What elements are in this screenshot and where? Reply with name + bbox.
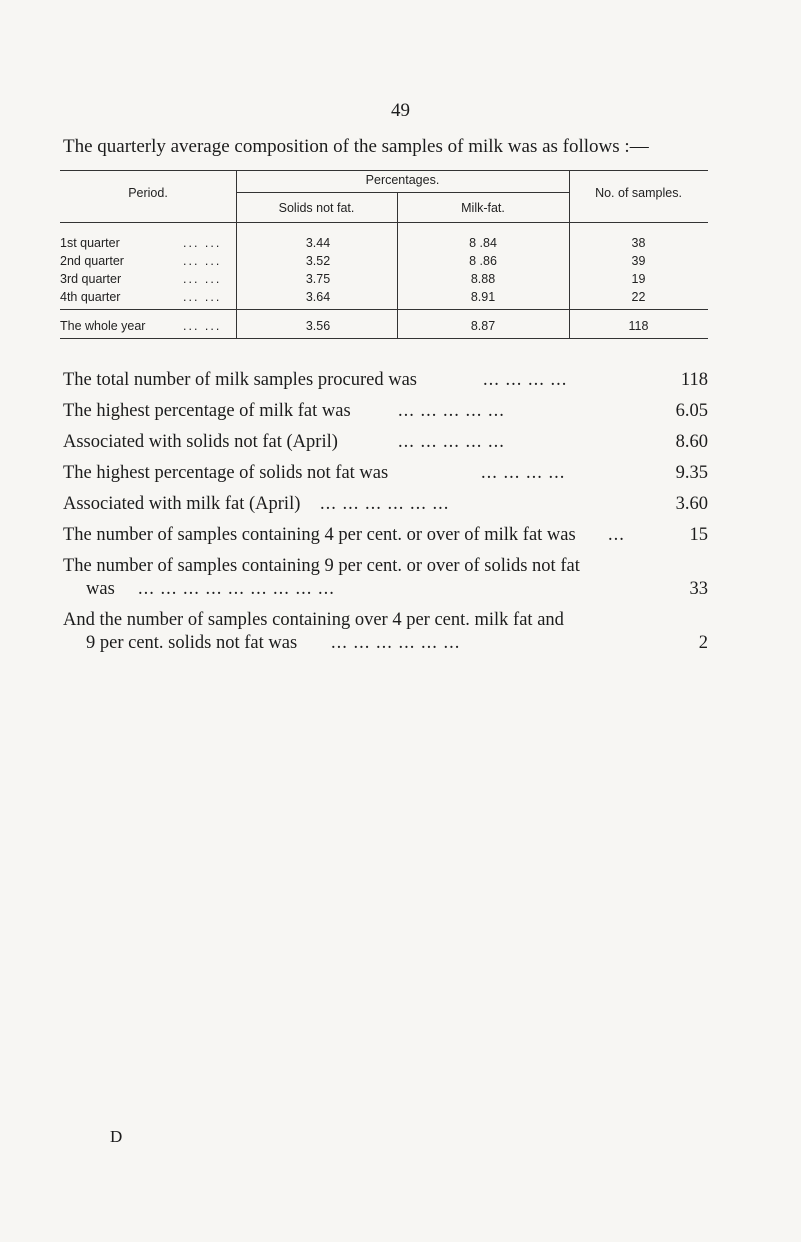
page-number: 49 [391,100,410,121]
row-milkfat: 8.88 [470,272,496,286]
summary-row [63,463,713,494]
summary-row [63,494,713,525]
summary-value: 8.60 [675,432,708,452]
summary-value: 6.05 [675,401,708,421]
table-row [60,272,708,289]
summary-value: 15 [689,525,708,545]
summary-dots: ... ... ... ... ... ... [320,494,450,514]
total-label: The whole year [60,319,146,333]
summary-row [63,579,713,610]
summary-text: The number of samples containing 4 per cent. or over of milk fat was [63,525,576,545]
summary-dots: ... ... ... ... ... ... [331,633,461,653]
row-dots: ... ... [183,254,222,268]
summary-text: Associated with solids not fat (April) [63,432,338,452]
row-solids: 3.64 [305,290,331,304]
summary-text: The highest percentage of solids not fat was [63,463,389,483]
row-milkfat: 8 .84 [469,236,497,250]
summary-row [63,432,713,463]
header-bottom-rule [60,222,708,223]
row-dots: ... ... [183,290,222,304]
table-row [60,290,708,307]
total-dots: ... ... [183,319,222,333]
row-solids: 3.75 [305,272,331,286]
summary-dots: ... ... ... ... ... ... ... ... ... [138,579,335,599]
total-solids: 3.56 [305,319,331,333]
summary-text: 9 per cent. solids not fat was [86,633,298,653]
row-label: 3rd quarter [60,272,122,286]
summary-dots: ... ... ... ... ... [398,401,505,421]
summary-text: Associated with milk fat (April) [63,494,301,514]
summary-value: 2 [698,633,708,653]
summary-row [63,401,713,432]
percentages-subrule [236,192,569,193]
table-top-rule [60,170,708,171]
row-dots: ... ... [183,272,222,286]
row-samples: 39 [631,254,646,268]
table-row [60,236,708,253]
header-samples: No. of samples. [595,186,682,200]
header-period: Period. [128,186,168,200]
summary-text: And the number of samples containing over 4 per cent. milk fat and [63,610,564,630]
summary-dots: ... ... ... ... [483,370,568,390]
summary-value: 3.60 [675,494,708,514]
header-solids: Solids not fat. [278,201,355,215]
table-bottom-rule [60,338,708,339]
header-milkfat: Milk-fat. [461,201,505,215]
row-label: 4th quarter [60,290,121,304]
total-top-rule [60,309,708,310]
row-solids: 3.44 [305,236,331,250]
signature-letter: D [110,1127,123,1146]
summary-dots: ... ... ... ... ... [398,432,505,452]
summary-value: 9.35 [675,463,708,483]
row-milkfat: 8.91 [470,290,496,304]
row-samples: 19 [631,272,646,286]
summary-row [63,610,713,633]
summary-list [63,370,713,664]
row-milkfat: 8 .86 [469,254,497,268]
summary-text: The total number of milk samples procured was [63,370,417,390]
row-dots: ... ... [183,236,222,250]
row-label: 1st quarter [60,236,120,250]
summary-row [63,556,713,579]
total-samples: 118 [628,319,649,333]
summary-row [63,633,713,664]
summary-value: 33 [689,579,708,599]
summary-text: The highest percentage of milk fat was [63,401,351,421]
table-row [60,254,708,271]
summary-value: 118 [680,370,708,390]
row-samples: 38 [631,236,646,250]
summary-dots: ... [608,525,625,545]
summary-text: was [86,579,115,599]
row-samples: 22 [631,290,646,304]
intro-text: The quarterly average composition of the samples of milk was as follows :— [63,136,649,157]
total-milkfat: 8.87 [470,319,496,333]
row-solids: 3.52 [305,254,331,268]
header-percentages: Percentages. [365,173,440,187]
summary-row [63,525,713,556]
table-total-row [60,319,708,336]
summary-row [63,370,713,401]
row-label: 2nd quarter [60,254,124,268]
summary-dots: ... ... ... ... [481,463,566,483]
summary-text: The number of samples containing 9 per cent. or over of solids not fat [63,556,580,576]
